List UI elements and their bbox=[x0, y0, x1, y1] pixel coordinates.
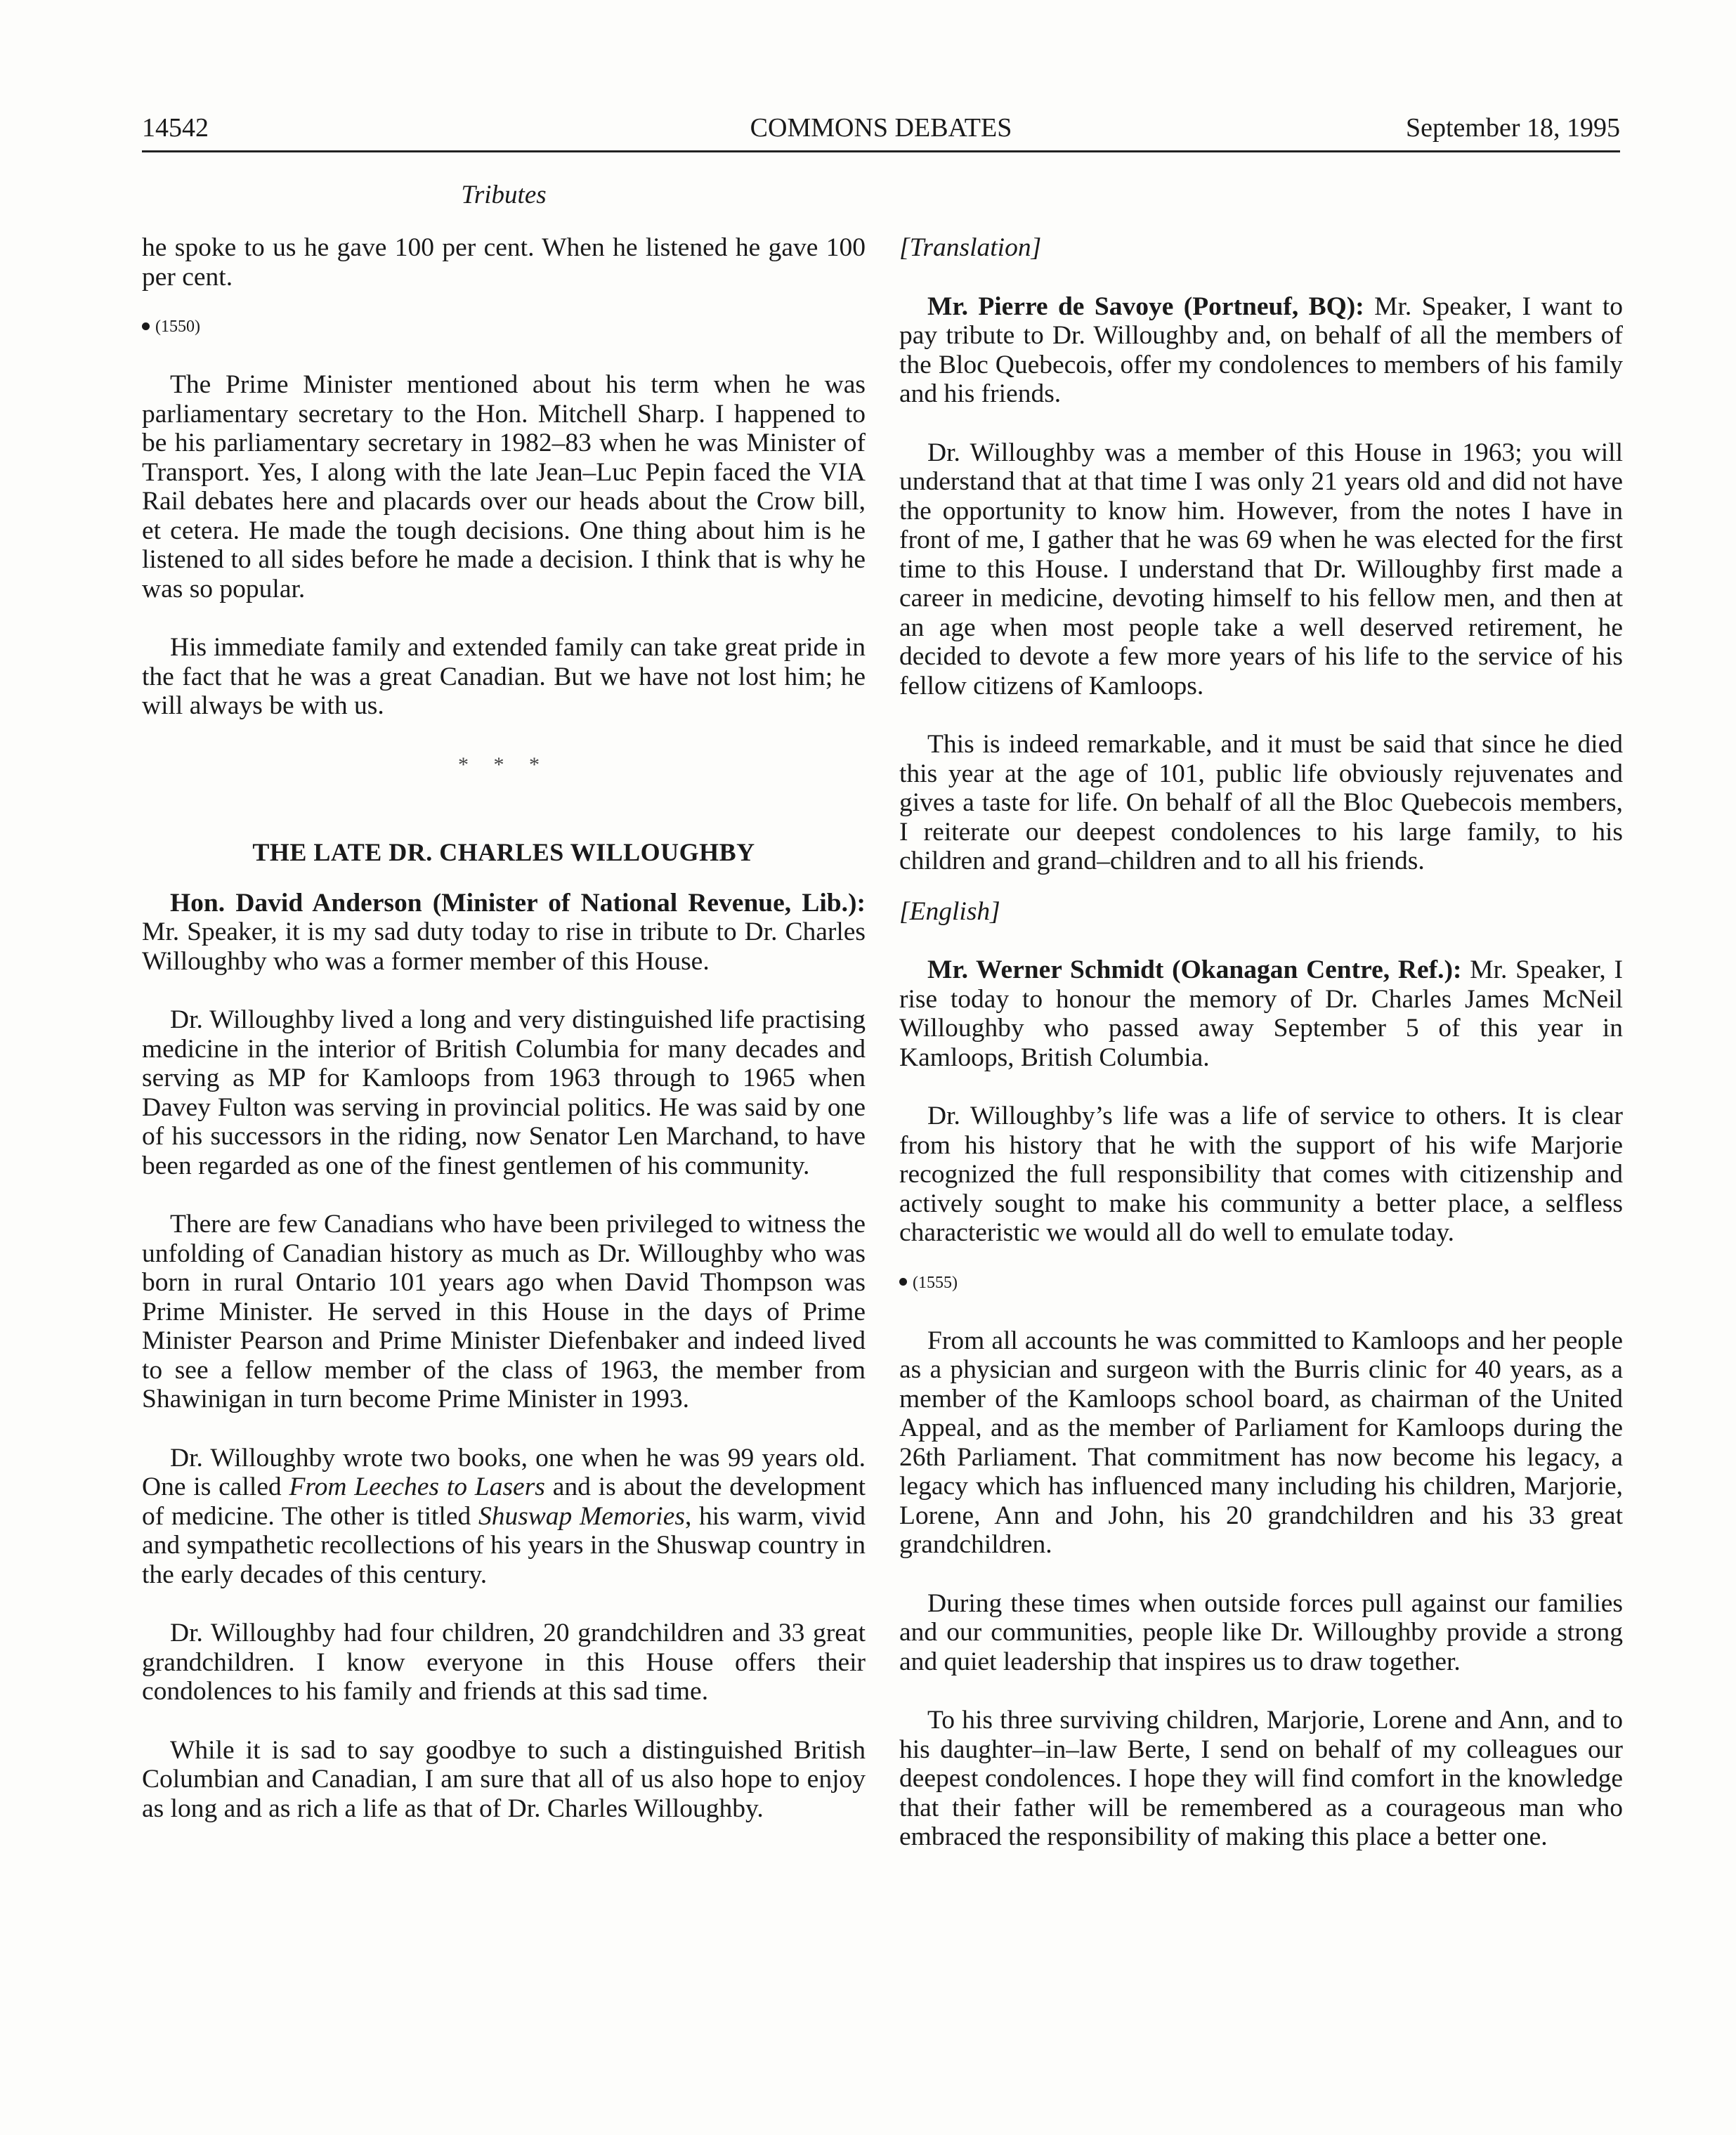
speech-text: , his warm, vivid and sympathetic recollections of his years in the Shuswap country in the early decades of this century. bbox=[142, 1501, 866, 1589]
section-heading: THE LATE DR. CHARLES WILLOUGHBY bbox=[252, 838, 755, 866]
paragraph bbox=[142, 889, 866, 977]
language-note: [English] bbox=[899, 896, 1000, 926]
paragraph: While it is sad to say goodbye to such a distinguished British Columbian and Canadian, I am sure that all of us also hope to enjoy as long and as rich a life as that of Dr. Charles Willoughby. bbox=[142, 1735, 866, 1823]
book-title: Shuswap Memories bbox=[478, 1501, 685, 1531]
left-column bbox=[142, 233, 866, 1823]
paragraph: From all accounts he was committed to Kamloops and her people as a physician and surgeon with the Burris clinic for 40 years, as a member of the Kamloops school board, as chairman of the United Appeal, and as the member of Parliament for Kamloops during the 26th Parliament. That commitment has now become his legacy, a legacy which has influenced many including his children, Marjorie, Lorene, Ann and John, his 20 grandchildren and his 33 great grandchildren. bbox=[899, 1326, 1623, 1559]
speech-text: Mr. Speaker, I want to pay tribute to Dr. Willoughby and, on behalf of all the members of the Bloc Quebecois, offer my condolences to members of his family and his friends. bbox=[899, 292, 1623, 408]
paragraph: There are few Canadians who have been privileged to witness the unfolding of Canadian history as much as Dr. Willoughby who was born in rural Ontario 101 years ago when David Thompson was Prime Minister. He served in this House in the days of Prime Minister Pearson and Prime Minister Diefenbaker and indeed lived to see a fellow member of the class of 1963, the member from Shawinigan in turn become Prime Minister in 1993. bbox=[142, 1210, 866, 1413]
paragraph: Dr. Willoughby had four children, 20 grandchildren and 33 great grandchildren. I know everyone in this House offers their condolences to his family and friends at this sad time. bbox=[142, 1619, 866, 1706]
page-number: 14542 bbox=[142, 113, 209, 143]
speaker-name: Mr. Pierre de Savoye (Portneuf, BQ): bbox=[927, 292, 1364, 321]
language-note: [Translation] bbox=[899, 233, 1042, 262]
paragraph: His immediate family and extended family can take great pride in the fact that he was a great Canadian. But we have not lost him; he will always be with us. bbox=[142, 633, 866, 720]
paragraph bbox=[142, 1444, 866, 1590]
publication-title: COMMONS DEBATES bbox=[750, 113, 1012, 143]
time-marker bbox=[142, 313, 866, 341]
bullet-icon bbox=[142, 322, 150, 330]
page-header bbox=[142, 112, 1620, 152]
paragraph: Dr. Willoughby lived a long and very distinguished life practising medicine in the interior of British Columbia for many decades and serving as MP for Kamloops from 1963 through to 1965 when Davey Fulton was serving in provincial politics. He was said by one of his successors in the riding, now Senator Len Marchand, to have been regarded as one of the finest gentlemen of his community. bbox=[142, 1005, 866, 1180]
publication-date: September 18, 1995 bbox=[1405, 113, 1620, 143]
section-separator: * * * bbox=[458, 752, 549, 776]
book-title: From Leeches to Lasers bbox=[289, 1473, 545, 1501]
paragraph bbox=[899, 955, 1623, 1072]
paragraph: During these times when outside forces pull against our families and our communities, people like Dr. Willoughby provide a strong and quiet leadership that inspires us to draw together. bbox=[899, 1588, 1623, 1676]
paragraph: Dr. Willoughby was a member of this House in 1963; you will understand that at that time I was only 21 years old and did not have the opportunity to know him. However, from the notes I have in front of me, I gather that he was 69 when he was elected for the first time to this House. I understand that Dr. Willoughby first made a career in medicine, devoting himself to his fellow men, and then at an age when most people take a well deserved retirement, he decided to devote a few more years of his life to the service of his fellow citizens of Kamloops. bbox=[899, 438, 1623, 700]
speech-text: Mr. Speaker, it is my sad duty today to rise in tribute to Dr. Charles Willoughby who was a former member of this House. bbox=[142, 918, 866, 976]
speaker-name: Hon. David Anderson (Minister of National Revenue, Lib.): bbox=[170, 888, 866, 918]
time-marker-label: (1550) bbox=[155, 318, 200, 336]
speech-text: and is about the development of medicine. The other is titled bbox=[142, 1473, 866, 1531]
time-marker-label: (1555) bbox=[913, 1273, 958, 1292]
paragraph: To his three surviving children, Marjorie, Lorene and Ann, and to his daughter–in–law Berte, I send on behalf of my colleagues our deepest condolences. I hope they will find comfort in the knowledge that their father will be remembered as a courageous man who embraced the responsibility of making this place a better one. bbox=[899, 1706, 1623, 1851]
speech-text: Mr. Speaker, I rise today to honour the memory of Dr. Charles James McNeil Willoughby who passed away September 5 of this year in Kamloops, British Columbia. bbox=[899, 955, 1623, 1072]
time-marker bbox=[899, 1269, 1623, 1297]
speech-text: Dr. Willoughby wrote two books, one when he was 99 years old. One is called bbox=[142, 1443, 866, 1501]
paragraph: Dr. Willoughby’s life was a life of service to others. It is clear from his history that he with the support of his wife Marjorie recognized the full responsibility that comes with citizenship and actively sought to make his community a better place, a selfless characteristic we would all do well to emulate today. bbox=[899, 1102, 1623, 1247]
bullet-icon bbox=[899, 1278, 907, 1286]
paragraph bbox=[899, 292, 1623, 409]
paragraph: he spoke to us he gave 100 per cent. When he listened he gave 100 per cent. bbox=[142, 233, 866, 292]
section-label: Tributes bbox=[461, 181, 547, 209]
speaker-name: Mr. Werner Schmidt (Okanagan Centre, Ref.): bbox=[927, 955, 1462, 984]
right-column bbox=[899, 233, 1623, 1852]
paragraph: The Prime Minister mentioned about his term when he was parliamentary secretary to the Hon. Mitchell Sharp. I happened to be his parliamentary secretary in 1982–83 when he was Minister of Transport. Yes, I along with the late Jean–Luc Pepin faced the VIA Rail debates here and placards over our heads about the Crow bill, et cetera. He made the tough decisions. One thing about him is he listened to all sides before he made a decision. I think that is why he was so popular. bbox=[142, 370, 866, 603]
paragraph: This is indeed remarkable, and it must be said that since he died this year at the age of 101, public life obviously rejuvenates and gives a taste for life. On behalf of all the Bloc Quebecois members, I reiterate our deepest condolences to his large family, to his children and grand–children and to all his friends. bbox=[899, 730, 1623, 875]
header-rule bbox=[142, 150, 1620, 152]
